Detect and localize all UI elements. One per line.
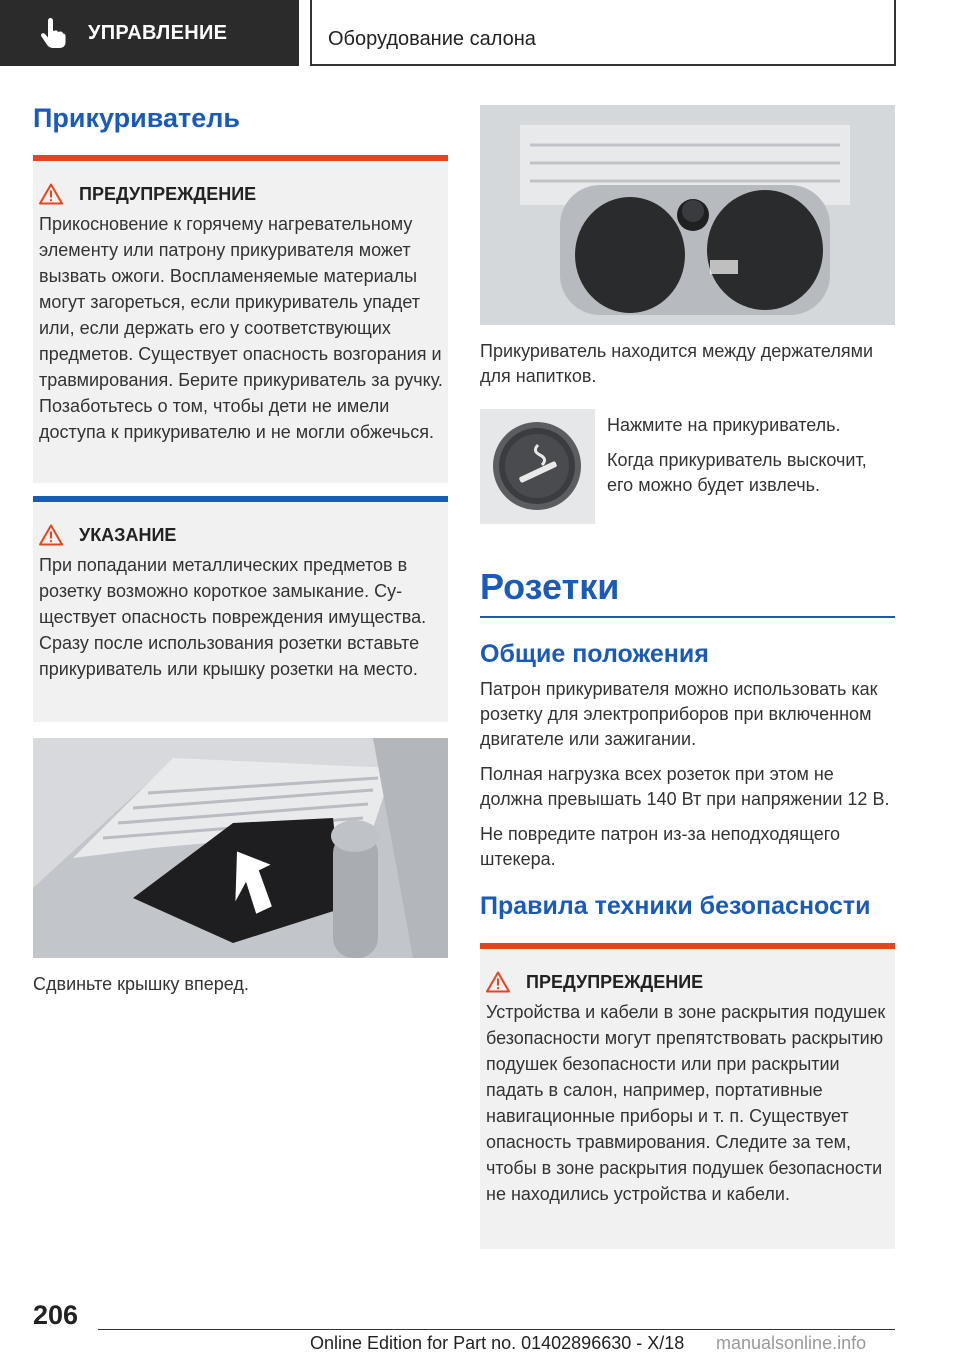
notice-triangle-icon xyxy=(39,524,63,546)
chapter-tab xyxy=(0,0,299,66)
notice-title: УКАЗАНИЕ xyxy=(79,524,177,545)
page-number: 206 xyxy=(33,1300,79,1330)
footer-watermark: manualsonline.info xyxy=(716,1333,867,1353)
hand-pointer-icon xyxy=(40,18,66,48)
notice-text: При попадании металлических предметов в розетку возможно короткое замыкание. Существует опасность повреждения имущества. Сразу после использования розетки вставьте прикуриватель или крышку розетки на место. xyxy=(39,555,427,679)
left-column xyxy=(33,100,448,997)
safety-warning-title: ПРЕДУПРЕЖДЕНИЕ xyxy=(526,971,704,992)
warning-text: Прикосновение к горячему нагревательному элементу или патрону прикуривателя может вызвать ожоги. Воспламеняемые материалы могут загореться, если прикуриватель упадет или, если держать его у соответствующих предметов. Существует опасность возгорания и травмирования. Берите прикуриватель за ручку. Позаботьтесь о том, чтобы дети не имели доступа к прикуривателю и не могли обжечься. xyxy=(39,214,443,442)
lighter-title: Прикуриватель xyxy=(33,103,241,133)
warning-title: ПРЕДУПРЕЖДЕНИЕ xyxy=(79,183,257,204)
footer-divider xyxy=(98,1329,895,1330)
warning-triangle-icon xyxy=(486,971,510,993)
cupholder-caption: Прикуриватель находится между держателями для напитков. xyxy=(480,341,874,386)
pop-instruction: Когда прикуриватель выскочит, его можно будет извлечь. xyxy=(607,450,867,495)
lighter-button-image xyxy=(480,409,595,524)
general-paragraph-2: Полная нагрузка всех розеток при этом не должна превышать 140 Вт при напряжении 12 В. xyxy=(480,764,890,809)
cover-caption: Сдвиньте крышку вперед. xyxy=(33,974,249,994)
section-label: Оборудование салона xyxy=(328,28,536,50)
safety-warning-text: Устройства и кабели в зоне раскрытия подушек безопасности могут препятствовать раскрытию подушек безопасности или при раскрытии падать в салон, например, портативные навигационные приборы и т. п. Существует опасность травмирования. Следите за тем, чтобы в зоне раскрытия подушек безопасности не находились устройства и кабели. xyxy=(486,1002,886,1204)
general-paragraph-1: Патрон прикуривателя можно использовать как розетку для электроприборов при включенном двигателе или зажигании. xyxy=(480,679,878,749)
console-cover-image xyxy=(33,738,448,958)
right-column xyxy=(480,100,895,1249)
warning-box xyxy=(33,161,448,483)
warning-triangle-icon xyxy=(39,183,63,205)
lighter-icon xyxy=(480,409,595,524)
press-instruction: Нажмите на прикуриватель. xyxy=(607,415,841,435)
safety-title: Правила техники безопасности xyxy=(480,892,871,920)
footer-edition: Online Edition for Part no. 01402896630 - X/18 xyxy=(310,1333,685,1353)
lighter-instruction xyxy=(480,409,895,524)
cupholder-image xyxy=(480,105,895,325)
notice-box xyxy=(33,502,448,722)
chapter-label: УПРАВЛЕНИЕ xyxy=(88,21,228,44)
general-paragraph-3: Не повредите патрон из-за неподходящего штекера. xyxy=(480,824,840,869)
general-title: Общие положения xyxy=(480,640,709,668)
sockets-title: Розетки xyxy=(480,566,895,618)
section-header xyxy=(310,0,896,66)
safety-warning-box xyxy=(480,949,895,1249)
